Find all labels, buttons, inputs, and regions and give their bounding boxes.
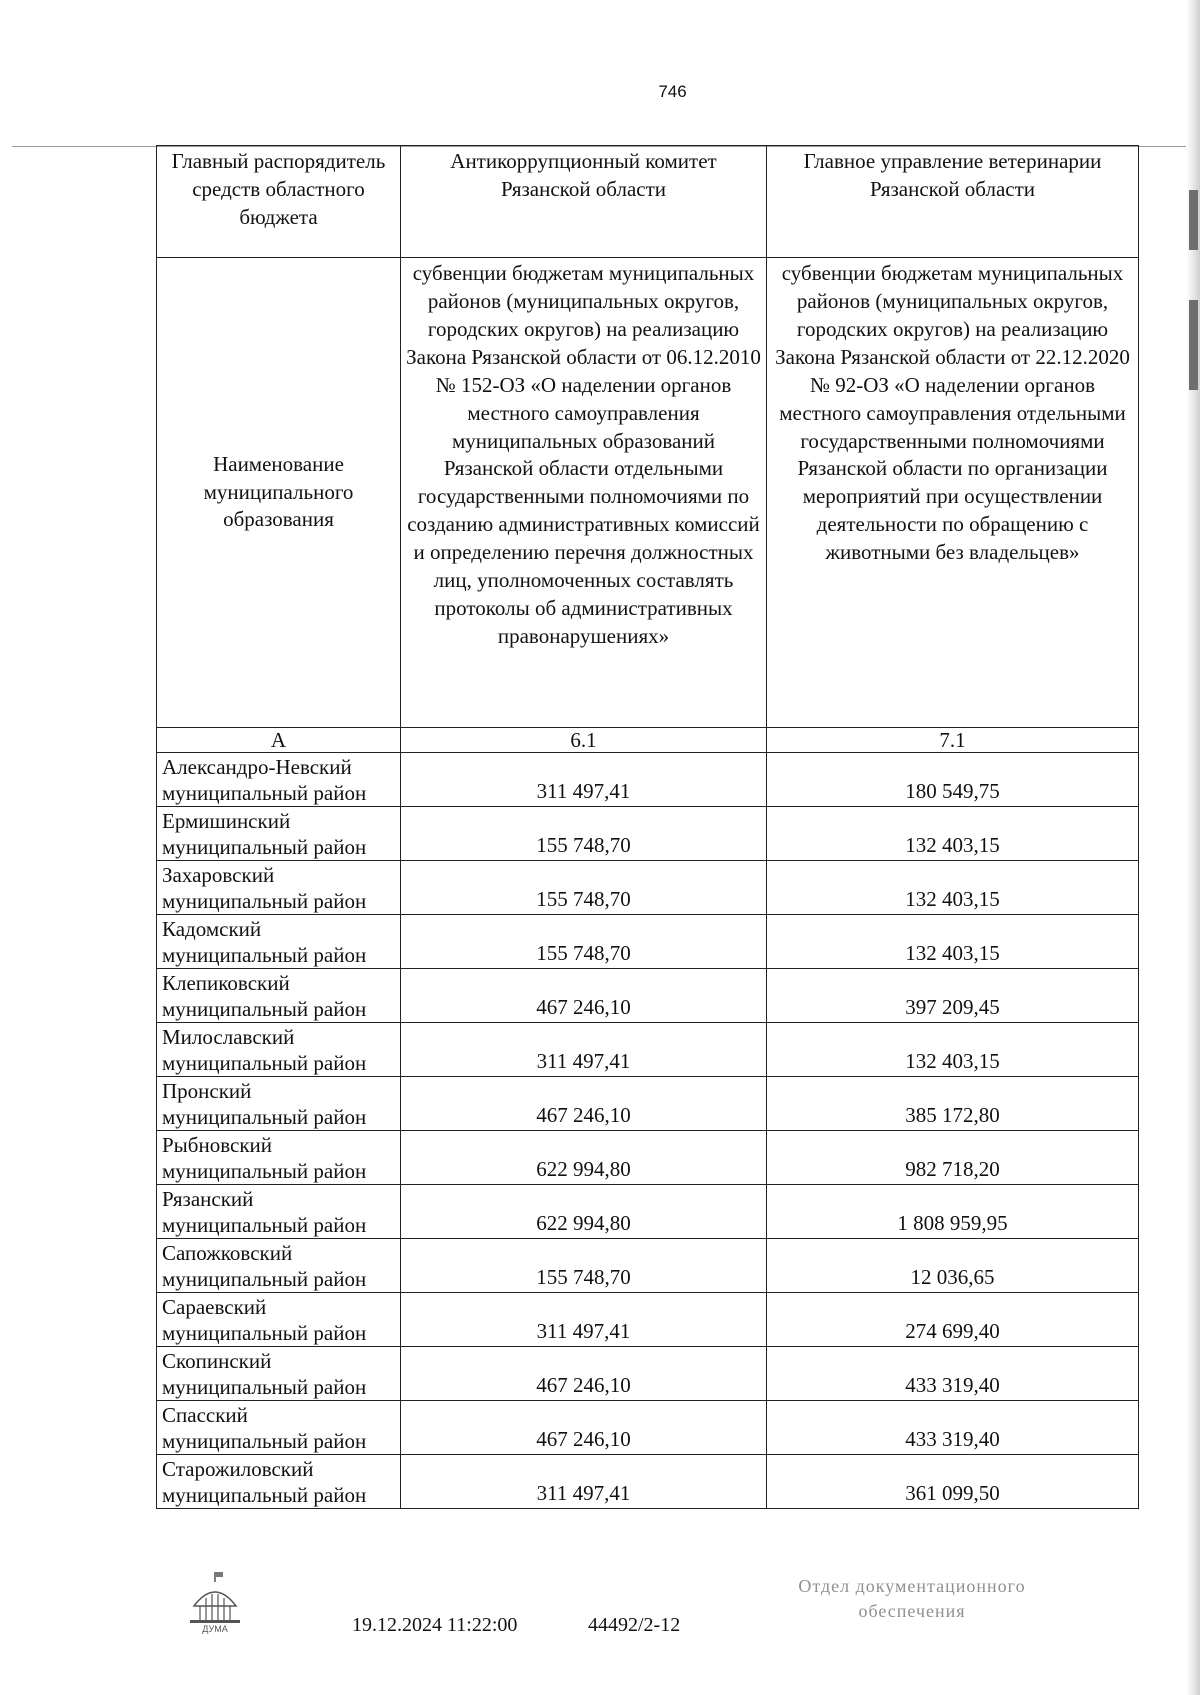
subvention-71-cell: 1 808 959,95 xyxy=(767,1185,1139,1239)
table-row xyxy=(157,1293,1139,1347)
subvention-61-cell: 311 497,41 xyxy=(401,1293,767,1347)
footer-doc-number: 44492/2-12 xyxy=(588,1614,681,1636)
subvention-61-cell: 467 246,10 xyxy=(401,969,767,1023)
subvention-71-cell: 433 319,40 xyxy=(767,1401,1139,1455)
table-row xyxy=(157,1077,1139,1131)
subvention-71-cell: 385 172,80 xyxy=(767,1077,1139,1131)
district-name-cell: Милославский муниципальный район xyxy=(157,1023,401,1077)
table-row xyxy=(157,1455,1139,1509)
header-row xyxy=(157,146,1139,258)
subvention-61-cell: 155 748,70 xyxy=(401,861,767,915)
code-col2-cell: 7.1 xyxy=(767,728,1139,753)
budget-allocation-table xyxy=(156,145,1139,1509)
subvention-61-cell: 155 748,70 xyxy=(401,915,767,969)
subvention-71-cell: 132 403,15 xyxy=(767,861,1139,915)
subvention-71-cell: 433 319,40 xyxy=(767,1347,1139,1401)
purpose-col1-cell: субвенции бюджетам муниципальных районов (муниципальных округов, городских округов) на реализацию Закона Рязанской области от 06.12.2010 № 152-ОЗ «О наделении органов местного самоуправления муниципальных образований Рязанской области отдельными государственными полномочиями по созданию административных комиссий и определению перечня должностных лиц, уполномоченных составлять протоколы об административных правонарушениях» xyxy=(401,258,767,728)
code-label-cell: А xyxy=(157,728,401,753)
subvention-61-cell: 155 748,70 xyxy=(401,1239,767,1293)
header-col1-cell: Антикоррупционный комитет Рязанской области xyxy=(401,146,767,258)
footer-datetime: 19.12.2024 11:22:00 xyxy=(352,1614,518,1636)
subvention-61-cell: 155 748,70 xyxy=(401,807,767,861)
district-name-cell: Кадомский муниципальный район xyxy=(157,915,401,969)
column-codes-row xyxy=(157,728,1139,753)
subvention-61-cell: 467 246,10 xyxy=(401,1077,767,1131)
code-col1-cell: 6.1 xyxy=(401,728,767,753)
subvention-61-cell: 467 246,10 xyxy=(401,1347,767,1401)
subvention-61-cell: 622 994,80 xyxy=(401,1185,767,1239)
subvention-71-cell: 361 099,50 xyxy=(767,1455,1139,1509)
subvention-71-cell: 132 403,15 xyxy=(767,915,1139,969)
subvention-71-cell: 12 036,65 xyxy=(767,1239,1139,1293)
table-row xyxy=(157,1023,1139,1077)
table-row xyxy=(157,1401,1139,1455)
district-name-cell: Клепиковский муниципальный район xyxy=(157,969,401,1023)
page-number: 746 xyxy=(658,82,687,101)
purpose-label-cell: Наименование муниципального образования xyxy=(157,258,401,728)
table-row xyxy=(157,969,1139,1023)
table-row xyxy=(157,1131,1139,1185)
subvention-71-cell: 180 549,75 xyxy=(767,753,1139,807)
subvention-61-cell: 311 497,41 xyxy=(401,1455,767,1509)
table-row xyxy=(157,1239,1139,1293)
subvention-61-cell: 311 497,41 xyxy=(401,753,767,807)
table-row xyxy=(157,753,1139,807)
subvention-61-cell: 622 994,80 xyxy=(401,1131,767,1185)
purpose-col2-cell: субвенции бюджетам муниципальных районов (муниципальных округов, городских округов) на реализацию Закона Рязанской области от 22.12.2020 № 92-ОЗ «О наделении органов местного самоуправления отдельными государственными полномочиями Рязанской области по организации мероприятий при осуществлении деятельности по обращению с животными без владельцев» xyxy=(767,258,1139,728)
district-name-cell: Спасский муниципальный район xyxy=(157,1401,401,1455)
district-name-cell: Сараевский муниципальный район xyxy=(157,1293,401,1347)
purpose-row xyxy=(157,258,1139,728)
table-row xyxy=(157,861,1139,915)
district-name-cell: Пронский муниципальный район xyxy=(157,1077,401,1131)
district-name-cell: Александро-Невский муниципальный район xyxy=(157,753,401,807)
duma-logo-icon xyxy=(186,1570,244,1634)
header-label-cell: Главный распорядитель средств областного бюджета xyxy=(157,146,401,258)
district-name-cell: Сапожковский муниципальный район xyxy=(157,1239,401,1293)
district-name-cell: Старожиловский муниципальный район xyxy=(157,1455,401,1509)
district-name-cell: Ермишинский муниципальный район xyxy=(157,807,401,861)
subvention-71-cell: 132 403,15 xyxy=(767,807,1139,861)
table-row xyxy=(157,915,1139,969)
subvention-71-cell: 274 699,40 xyxy=(767,1293,1139,1347)
subvention-61-cell: 311 497,41 xyxy=(401,1023,767,1077)
scan-right-edge xyxy=(1186,0,1200,1695)
subvention-61-cell: 467 246,10 xyxy=(401,1401,767,1455)
subvention-71-cell: 982 718,20 xyxy=(767,1131,1139,1185)
district-name-cell: Рязанский муниципальный район xyxy=(157,1185,401,1239)
subvention-71-cell: 397 209,45 xyxy=(767,969,1139,1023)
department-stamp: Отдел документационного обеспечения xyxy=(798,1576,1026,1622)
table-row xyxy=(157,807,1139,861)
district-name-cell: Скопинский муниципальный район xyxy=(157,1347,401,1401)
table-row xyxy=(157,1185,1139,1239)
district-name-cell: Захаровский муниципальный район xyxy=(157,861,401,915)
subvention-71-cell: 132 403,15 xyxy=(767,1023,1139,1077)
header-col2-cell: Главное управление ветеринарии Рязанской области xyxy=(767,146,1139,258)
table-row xyxy=(157,1347,1139,1401)
svg-text:ДУМА: ДУМА xyxy=(202,1624,228,1634)
district-name-cell: Рыбновский муниципальный район xyxy=(157,1131,401,1185)
